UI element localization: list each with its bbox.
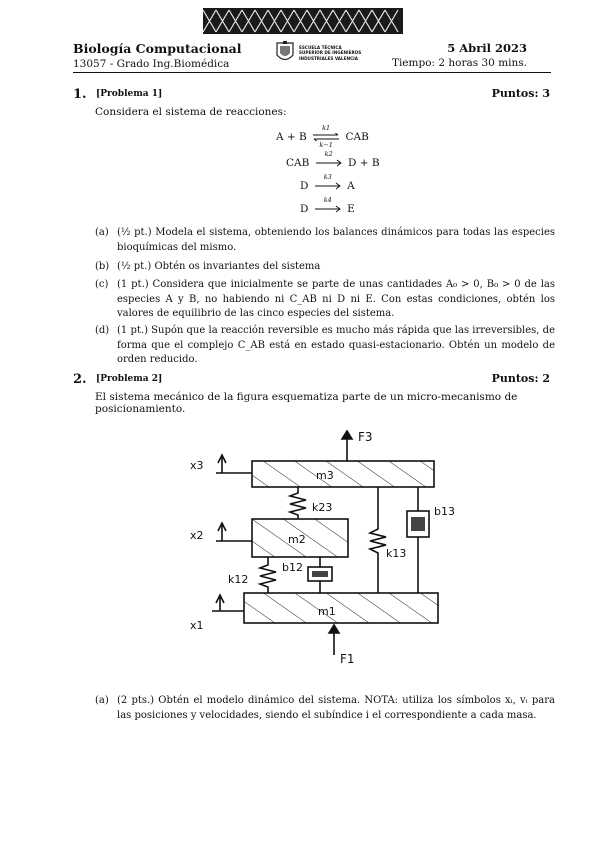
damper-b12-piston bbox=[312, 571, 328, 577]
reaction-1-rate-backward: k−1 bbox=[319, 141, 333, 149]
position-x1-arrow-icon bbox=[212, 595, 244, 611]
logo-line-3: INDUSTRIALES VALENCIA bbox=[299, 55, 358, 61]
item-label: (d) bbox=[95, 325, 110, 336]
reaction-2-rate: k2 bbox=[324, 150, 333, 158]
problem1-item-c bbox=[95, 278, 555, 322]
item-label: (c) bbox=[95, 279, 109, 290]
item-text: (2 pts.) Obtén el modelo dinámico del sistema. NOTA: utiliza los símbolos xᵢ, vᵢ para las posiciones y velocidades, siendo el subíndice i el correspondiente a cada masa. bbox=[117, 695, 555, 721]
problem2-tag: [Problema 2] bbox=[96, 374, 163, 384]
reaction-4-left: D bbox=[300, 203, 309, 215]
problem1-points: Puntos: 3 bbox=[491, 87, 550, 100]
forward-arrow bbox=[314, 196, 342, 215]
item-text: (½ pt.) Obtén os invariantes del sistema bbox=[117, 261, 321, 272]
problem1-item-a bbox=[95, 226, 555, 255]
reaction-1-left: A + B bbox=[276, 131, 307, 143]
forward-arrow bbox=[315, 150, 343, 169]
force-f1-arrow-icon bbox=[329, 625, 339, 655]
header-rule bbox=[73, 72, 551, 73]
redacted-name-bar bbox=[203, 8, 403, 34]
reaction-2-right: D + B bbox=[348, 157, 380, 169]
label-k12: k12 bbox=[228, 573, 249, 586]
problem1-item-d bbox=[95, 324, 555, 368]
problem1-number: 1. bbox=[73, 87, 87, 102]
reaction-4 bbox=[300, 196, 355, 215]
reaction-3-left: D bbox=[300, 180, 309, 192]
mass-m3-block bbox=[252, 461, 434, 487]
force-f3-arrow-icon bbox=[342, 431, 352, 461]
logo-line-1: ESCUELA TÉCNICA bbox=[299, 45, 342, 51]
label-f3: F3 bbox=[358, 430, 373, 444]
reaction-3-right: A bbox=[347, 180, 355, 192]
label-b12: b12 bbox=[282, 561, 303, 574]
reaction-1 bbox=[276, 124, 369, 149]
problem2-item-a bbox=[95, 694, 555, 723]
position-x3-arrow-icon bbox=[216, 455, 252, 473]
reaction-1-rate-forward: k1 bbox=[322, 124, 331, 132]
forward-arrow bbox=[314, 173, 342, 192]
label-k13: k13 bbox=[386, 547, 407, 560]
item-label: (a) bbox=[95, 695, 109, 706]
reaction-1-right: CAB bbox=[345, 131, 369, 143]
school-crest-icon bbox=[275, 41, 295, 65]
exam-date: 5 Abril 2023 bbox=[447, 41, 527, 55]
item-label: (a) bbox=[95, 227, 109, 238]
item-text: (1 pt.) Considera que inicialmente se parte de unas cantidades A₀ > 0, B₀ > 0 de las especies A y B, no habiendo ni C_AB ni D ni E. Con estas condiciones, obtén los valores de equilibrio de las cinco especies del sistema. bbox=[117, 279, 555, 319]
problem2-intro: El sistema mecánico de la figura esquematiza parte de un micro-mecanismo de posicionamiento. bbox=[95, 391, 518, 415]
spring-k12 bbox=[260, 557, 276, 593]
reversible-arrow bbox=[312, 124, 340, 149]
label-m1: m1 bbox=[318, 605, 336, 618]
item-label: (b) bbox=[95, 261, 110, 272]
position-x2-arrow-icon bbox=[216, 523, 252, 541]
exam-duration: Tiempo: 2 horas 30 mins. bbox=[391, 57, 527, 69]
item-text: (½ pt.) Modela el sistema, obteniendo los balances dinámicos para todas las especies bioquímicas del mismo. bbox=[117, 227, 555, 253]
course-subtitle: 13057 - Grado Ing.Biomédica bbox=[73, 58, 230, 70]
label-m2: m2 bbox=[288, 533, 306, 546]
item-text: (1 pt.) Supón que la reacción reversible es mucho más rápida que las irreversibles, de forma que el complejo C_AB está en estado quasi-estacionario. Obtén un modelo de orden reducido. bbox=[117, 325, 555, 365]
mechanical-system-figure bbox=[180, 425, 470, 675]
header-left bbox=[73, 41, 242, 70]
reaction-3 bbox=[300, 173, 355, 192]
reaction-2-left: CAB bbox=[286, 157, 310, 169]
label-x2: x2 bbox=[190, 529, 204, 542]
label-x3: x3 bbox=[190, 459, 204, 472]
school-logo bbox=[275, 41, 361, 65]
reaction-2 bbox=[286, 150, 380, 169]
reaction-4-right: E bbox=[347, 203, 355, 215]
problem1-item-b bbox=[95, 260, 555, 275]
label-m3: m3 bbox=[316, 469, 334, 482]
label-f1: F1 bbox=[340, 652, 355, 666]
problem2-points: Puntos: 2 bbox=[491, 372, 550, 385]
course-title: Biología Computacional bbox=[73, 41, 242, 56]
spring-k23 bbox=[290, 487, 306, 519]
spring-k13 bbox=[370, 487, 386, 593]
label-x1: x1 bbox=[190, 619, 204, 632]
damper-b13-piston bbox=[411, 517, 425, 531]
mass-m1-block bbox=[244, 593, 438, 623]
logo-line-2: SUPERIOR DE INGENIEROS bbox=[299, 50, 362, 56]
header-right bbox=[392, 41, 527, 69]
reaction-3-rate: k3 bbox=[323, 173, 332, 181]
label-b13: b13 bbox=[434, 505, 455, 518]
reaction-4-rate: k4 bbox=[323, 196, 332, 204]
problem1-tag: [Problema 1] bbox=[96, 89, 163, 99]
problem1-intro: Considera el sistema de reacciones: bbox=[95, 106, 287, 118]
label-k23: k23 bbox=[312, 501, 333, 514]
problem2-number: 2. bbox=[73, 372, 87, 387]
